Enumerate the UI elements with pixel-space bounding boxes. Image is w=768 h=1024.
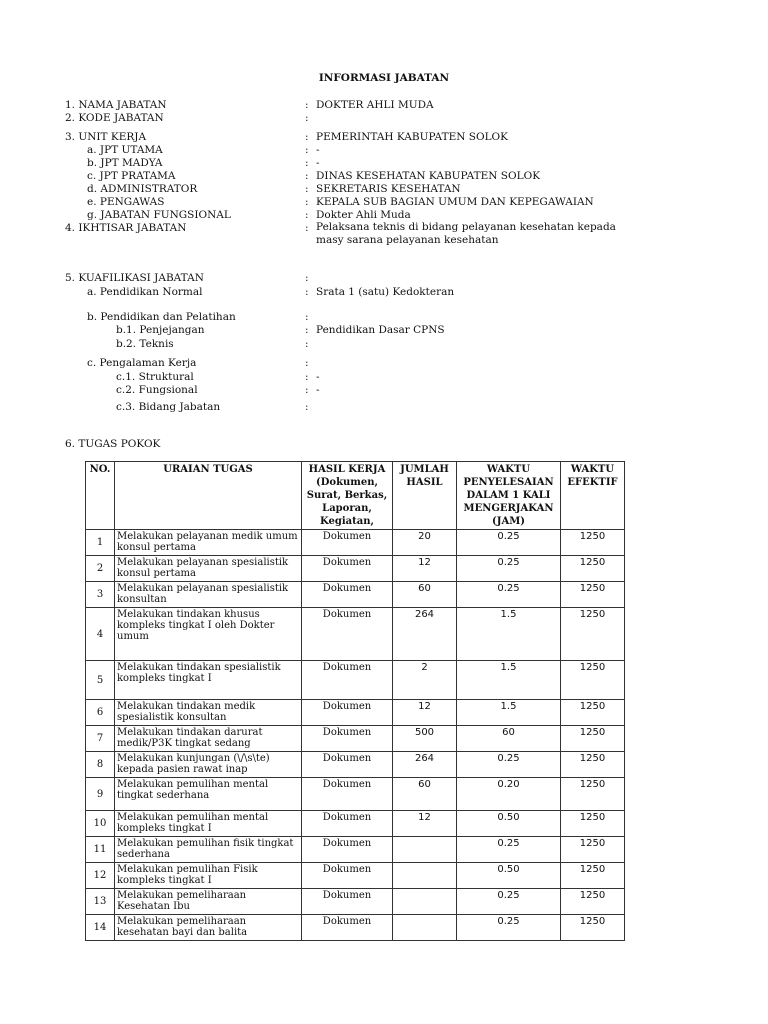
info-row [0, 111, 768, 125]
cell-jumlah-hasil: 12 [393, 556, 457, 582]
table-row [86, 889, 625, 915]
cell-waktu-efektif: 1250 [561, 582, 625, 608]
cell-uraian-tugas: Melakukan pelayanan spesialistik konsultan [115, 582, 302, 608]
cell-waktu-efektif: 1250 [561, 556, 625, 582]
cell-hasil-kerja: Dokumen [302, 811, 393, 837]
table-row [86, 530, 625, 556]
table-row [86, 915, 625, 941]
info-colon: : [305, 371, 309, 383]
cell-uraian-tugas: Melakukan pemulihan fisik tingkat sederhana [115, 837, 302, 863]
info-label: b.1. Penjejangan [116, 324, 205, 336]
cell-waktu-penyelesaian: 0.25 [457, 752, 561, 778]
cell-hasil-kerja: Dokumen [302, 889, 393, 915]
cell-hasil-kerja: Dokumen [302, 752, 393, 778]
info-row [0, 130, 768, 144]
header-uraian-tugas: URAIAN TUGAS [115, 462, 302, 530]
info-colon: : [305, 401, 309, 413]
cell-hasil-kerja: Dokumen [302, 863, 393, 889]
cell-jumlah-hasil: 60 [393, 582, 457, 608]
cell-uraian-tugas: Melakukan pemeliharaan Kesehatan Ibu [115, 889, 302, 915]
cell-no: 1 [86, 530, 115, 556]
info-value: - [316, 371, 320, 383]
info-value: DOKTER AHLI MUDA [316, 99, 434, 111]
cell-hasil-kerja: Dokumen [302, 556, 393, 582]
cell-waktu-penyelesaian: 60 [457, 726, 561, 752]
info-row [0, 400, 768, 414]
table-row [86, 700, 625, 726]
cell-waktu-efektif: 1250 [561, 700, 625, 726]
info-colon: : [305, 183, 309, 195]
cell-no: 13 [86, 889, 115, 915]
info-label: e. PENGAWAS [87, 196, 165, 208]
info-label: d. ADMINISTRATOR [87, 183, 198, 195]
info-colon: : [305, 338, 309, 350]
cell-hasil-kerja: Dokumen [302, 726, 393, 752]
info-value: - [316, 144, 320, 156]
cell-waktu-penyelesaian: 0.25 [457, 556, 561, 582]
info-colon: : [305, 209, 309, 221]
cell-waktu-penyelesaian: 0.50 [457, 863, 561, 889]
info-value: Pelaksana teknis di bidang pelayanan kesehatan kepada masy sarana pelayanan kesehatan [316, 221, 616, 246]
cell-waktu-efektif: 1250 [561, 863, 625, 889]
cell-no: 9 [86, 778, 115, 811]
cell-no: 3 [86, 582, 115, 608]
info-colon: : [305, 384, 309, 396]
info-label: b.2. Teknis [116, 338, 174, 350]
info-row [0, 182, 768, 196]
cell-waktu-efektif: 1250 [561, 889, 625, 915]
info-row [0, 337, 768, 351]
cell-jumlah-hasil: 60 [393, 778, 457, 811]
cell-waktu-efektif: 1250 [561, 661, 625, 700]
info-colon: : [305, 170, 309, 182]
cell-waktu-penyelesaian: 0.50 [457, 811, 561, 837]
cell-waktu-efektif: 1250 [561, 530, 625, 556]
info-row [0, 370, 768, 384]
info-row [0, 356, 768, 370]
cell-no: 14 [86, 915, 115, 941]
info-colon: : [305, 311, 309, 323]
info-colon: : [305, 357, 309, 369]
cell-waktu-efektif: 1250 [561, 915, 625, 941]
info-value: - [316, 384, 320, 396]
cell-waktu-penyelesaian: 1.5 [457, 700, 561, 726]
cell-waktu-efektif: 1250 [561, 811, 625, 837]
header-waktu-efektif: WAKTU EFEKTIF [561, 462, 625, 530]
page-title: INFORMASI JABATAN [318, 72, 450, 84]
table-row [86, 837, 625, 863]
info-label: c. JPT PRATAMA [87, 170, 176, 182]
cell-jumlah-hasil [393, 889, 457, 915]
cell-jumlah-hasil: 500 [393, 726, 457, 752]
cell-uraian-tugas: Melakukan tindakan spesialistik kompleks tingkat I [115, 661, 302, 700]
cell-waktu-penyelesaian: 0.25 [457, 530, 561, 556]
info-label: a. JPT UTAMA [87, 144, 163, 156]
info-colon: : [305, 286, 309, 298]
info-colon: : [305, 131, 309, 143]
cell-no: 12 [86, 863, 115, 889]
cell-no: 6 [86, 700, 115, 726]
info-colon: : [305, 157, 309, 169]
cell-no: 4 [86, 608, 115, 661]
cell-jumlah-hasil: 20 [393, 530, 457, 556]
info-label: 5. KUAFILIKASI JABATAN [65, 272, 204, 284]
cell-hasil-kerja: Dokumen [302, 837, 393, 863]
info-row [0, 310, 768, 324]
cell-waktu-penyelesaian: 1.5 [457, 661, 561, 700]
header-no: NO. [86, 462, 115, 530]
cell-uraian-tugas: Melakukan pemulihan mental tingkat sederhana [115, 778, 302, 811]
info-row [0, 208, 768, 222]
cell-waktu-penyelesaian: 0.25 [457, 889, 561, 915]
info-label: b. JPT MADYA [87, 157, 163, 169]
cell-jumlah-hasil: 264 [393, 752, 457, 778]
info-label: c.1. Struktural [116, 371, 194, 383]
cell-uraian-tugas: Melakukan pemeliharaan kesehatan bayi dan balita [115, 915, 302, 941]
cell-jumlah-hasil: 12 [393, 811, 457, 837]
cell-uraian-tugas: Melakukan pelayanan medik umum konsul pertama [115, 530, 302, 556]
cell-hasil-kerja: Dokumen [302, 778, 393, 811]
info-row [0, 285, 768, 299]
cell-waktu-penyelesaian: 0.25 [457, 915, 561, 941]
table-row [86, 608, 625, 661]
cell-jumlah-hasil: 12 [393, 700, 457, 726]
info-row [0, 169, 768, 183]
info-label: g. JABATAN FUNGSIONAL [87, 209, 231, 221]
info-row [0, 195, 768, 209]
info-label: 4. IKHTISAR JABATAN [65, 222, 187, 234]
info-label: c.2. Fungsional [116, 384, 198, 396]
info-label: c. Pengalaman Kerja [87, 357, 197, 369]
info-row [0, 143, 768, 157]
tugas-pokok-table [85, 461, 625, 941]
info-colon: : [305, 99, 309, 111]
table-row [86, 752, 625, 778]
cell-no: 2 [86, 556, 115, 582]
info-colon: : [305, 112, 309, 124]
cell-jumlah-hasil: 2 [393, 661, 457, 700]
info-value: DINAS KESEHATAN KABUPATEN SOLOK [316, 170, 541, 182]
cell-no: 5 [86, 661, 115, 700]
cell-uraian-tugas: Melakukan pemulihan Fisik kompleks tingkat I [115, 863, 302, 889]
cell-waktu-penyelesaian: 1.5 [457, 608, 561, 661]
cell-uraian-tugas: Melakukan kunjungan (\/\s\te) kepada pasien rawat inap [115, 752, 302, 778]
cell-uraian-tugas: Melakukan tindakan khusus kompleks tingkat I oleh Dokter umum [115, 608, 302, 661]
table-row [86, 556, 625, 582]
cell-uraian-tugas: Melakukan tindakan darurat medik/P3K tingkat sedang [115, 726, 302, 752]
info-label: 3. UNIT KERJA [65, 131, 147, 143]
info-colon: : [305, 144, 309, 156]
info-row [0, 221, 768, 246]
info-value: PEMERINTAH KABUPATEN SOLOK [316, 131, 508, 143]
cell-jumlah-hasil [393, 837, 457, 863]
info-label: c.3. Bidang Jabatan [116, 401, 221, 413]
cell-waktu-efektif: 1250 [561, 726, 625, 752]
header-waktu-penyelesaian: WAKTU PENYELESAIAN DALAM 1 KALI MENGERJAKAN (JAM) [457, 462, 561, 530]
table-row [86, 582, 625, 608]
table-header-row [86, 462, 625, 530]
info-row [0, 98, 768, 112]
cell-waktu-efektif: 1250 [561, 608, 625, 661]
info-colon: : [305, 196, 309, 208]
cell-no: 10 [86, 811, 115, 837]
cell-hasil-kerja: Dokumen [302, 915, 393, 941]
cell-waktu-efektif: 1250 [561, 837, 625, 863]
cell-no: 7 [86, 726, 115, 752]
info-value: Dokter Ahli Muda [316, 209, 411, 221]
cell-waktu-penyelesaian: 0.25 [457, 837, 561, 863]
cell-hasil-kerja: Dokumen [302, 608, 393, 661]
table-row [86, 661, 625, 700]
info-value: Pendidikan Dasar CPNS [316, 324, 445, 336]
cell-no: 8 [86, 752, 115, 778]
cell-waktu-efektif: 1250 [561, 752, 625, 778]
cell-jumlah-hasil [393, 863, 457, 889]
info-value: Srata 1 (satu) Kedokteran [316, 286, 455, 298]
info-colon: : [305, 324, 309, 336]
info-label: 1. NAMA JABATAN [65, 99, 167, 111]
info-row [0, 156, 768, 170]
cell-hasil-kerja: Dokumen [302, 700, 393, 726]
info-label: 2. KODE JABATAN [65, 112, 164, 124]
cell-uraian-tugas: Melakukan pemulihan mental kompleks tingkat I [115, 811, 302, 837]
cell-jumlah-hasil: 264 [393, 608, 457, 661]
cell-hasil-kerja: Dokumen [302, 661, 393, 700]
cell-uraian-tugas: Melakukan pelayanan spesialistik konsul pertama [115, 556, 302, 582]
cell-uraian-tugas: Melakukan tindakan medik spesialistik konsultan [115, 700, 302, 726]
info-colon: : [305, 272, 309, 284]
section-tugas-pokok-label: 6. TUGAS POKOK [65, 438, 161, 450]
header-jumlah-hasil: JUMLAH HASIL [393, 462, 457, 530]
table-row [86, 811, 625, 837]
cell-waktu-efektif: 1250 [561, 778, 625, 811]
table-row [86, 778, 625, 811]
info-colon: : [305, 222, 309, 234]
info-value: - [316, 157, 320, 169]
info-row [0, 271, 768, 285]
info-row [0, 323, 768, 337]
table-row [86, 726, 625, 752]
table-row [86, 863, 625, 889]
cell-waktu-penyelesaian: 0.25 [457, 582, 561, 608]
cell-waktu-penyelesaian: 0.20 [457, 778, 561, 811]
info-label: a. Pendidikan Normal [87, 286, 203, 298]
info-label: b. Pendidikan dan Pelatihan [87, 311, 236, 323]
info-value: KEPALA SUB BAGIAN UMUM DAN KEPEGAWAIAN [316, 196, 594, 208]
info-row [0, 383, 768, 397]
cell-no: 11 [86, 837, 115, 863]
cell-hasil-kerja: Dokumen [302, 582, 393, 608]
cell-hasil-kerja: Dokumen [302, 530, 393, 556]
header-hasil-kerja: HASIL KERJA (Dokumen, Surat, Berkas, Laporan, Kegiatan, [302, 462, 393, 530]
info-value: SEKRETARIS KESEHATAN [316, 183, 461, 195]
cell-jumlah-hasil [393, 915, 457, 941]
